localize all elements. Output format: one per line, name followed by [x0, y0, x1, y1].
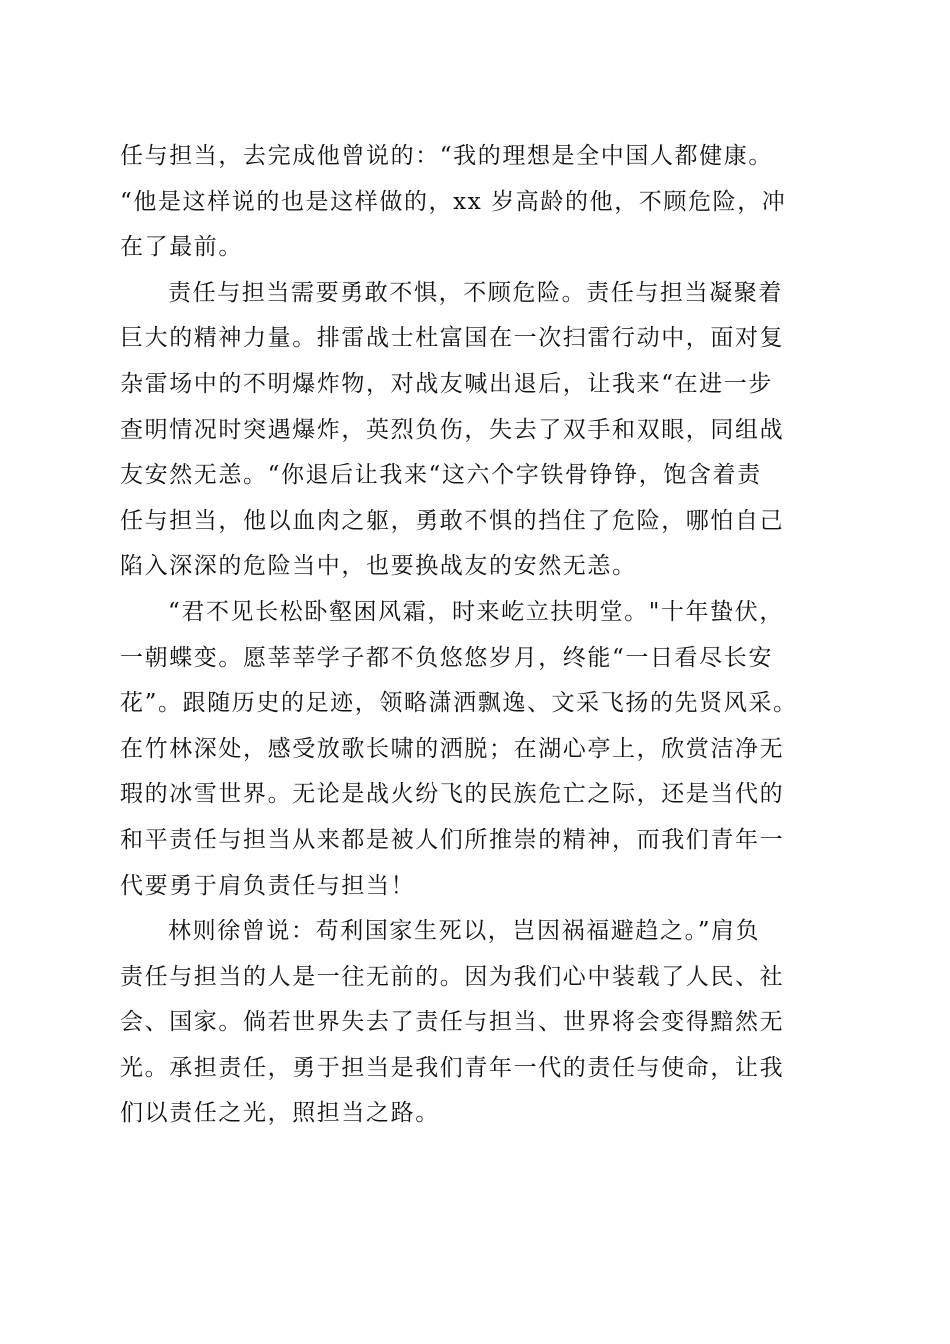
text-line: 杂雷场中的不明爆炸物，对战友喊出退后，让我来“在进一步	[120, 370, 773, 397]
document-page	[120, 134, 830, 1137]
text-line: 林则徐曾说：苟利国家生死以，岂因祸福避趋之。”肩负	[168, 918, 761, 945]
text-line: 责任与担当的人是一往无前的。因为我们心中装载了人民、社	[120, 963, 785, 990]
text-line: 会、国家。倘若世界失去了责任与担当、世界将会变得黯然无	[120, 1009, 785, 1036]
text-line: 花”。跟随历史的足迹，领略潇洒飘逸、文采飞扬的先贤风采。	[120, 690, 798, 717]
text-line: “君不见长松卧壑困风霜，时来屹立扶明堂。"十年蛰伏，	[168, 598, 784, 625]
paragraph-3	[120, 590, 830, 909]
text-line: “他是这样说的也是这样做的，xx 岁高龄的他，不顾危险，冲	[120, 188, 787, 215]
text-line: 瑕的冰雪世界。无论是战火纷飞的民族危亡之际，还是当代的	[120, 781, 785, 808]
text-line: 在了最前。	[120, 234, 243, 261]
text-line: 友安然无恙。“你退后让我来“这六个字铁骨铮铮，饱含着责	[120, 462, 762, 489]
text-line: 任与担当，他以血肉之躯，勇敢不惧的挡住了危险，哪怕自己	[120, 507, 785, 534]
text-line: 一朝蝶变。愿莘莘学子都不负悠悠岁月，终能“一日看尽长安	[120, 644, 773, 671]
text-line: 们以责任之光，照担当之路。	[120, 1100, 440, 1127]
text-line: 查明情况时突遇爆炸，英烈负伤，失去了双手和双眼，同组战	[120, 416, 785, 443]
paragraph-2	[120, 271, 830, 590]
text-line: 代要勇于肩负责任与担当！	[120, 872, 416, 899]
text-line: 任与担当，去完成他曾说的：“我的理想是全中国人都健康。	[120, 143, 773, 169]
text-line: 光。承担责任，勇于担当是我们青年一代的责任与使命，让我	[120, 1054, 785, 1081]
text-line: 在竹林深处，感受放歌长啸的洒脱；在湖心亭上，欣赏洁净无	[120, 735, 785, 762]
paragraph-4	[120, 909, 830, 1137]
paragraph-1	[120, 134, 830, 271]
text-line: 责任与担当需要勇敢不惧，不顾危险。责任与担当凝聚着	[168, 279, 783, 306]
text-line: 和平责任与担当从来都是被人们所推崇的精神，而我们青年一	[120, 826, 785, 853]
text-line: 巨大的精神力量。排雷战士杜富国在一次扫雷行动中，面对复	[120, 325, 785, 352]
text-line: 陷入深深的危险当中，也要换战友的安然无恙。	[120, 553, 637, 580]
